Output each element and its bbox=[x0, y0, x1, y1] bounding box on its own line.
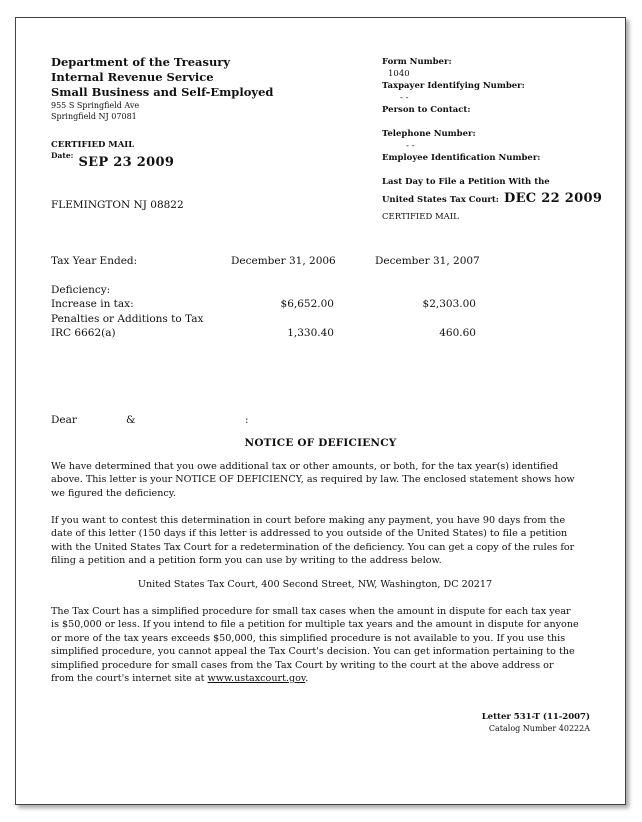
contact-label: Person to Contact: bbox=[382, 105, 471, 115]
last-day-row bbox=[382, 187, 602, 206]
paragraph-end-period: . bbox=[305, 673, 309, 685]
irc-label: IRC 6662(a) bbox=[51, 327, 116, 339]
last-day-value: DEC 22 2009 bbox=[504, 191, 603, 206]
catalog-number: Catalog Number 40222A bbox=[488, 724, 590, 733]
phone-value: - - bbox=[406, 141, 415, 151]
salutation-dear: Dear bbox=[51, 414, 77, 426]
agency-address-line1: 955 S Springfield Ave bbox=[51, 101, 140, 110]
letter-page bbox=[15, 17, 626, 805]
mail-type: CERTIFIED MAIL bbox=[51, 140, 135, 150]
form-number-label: Form Number: bbox=[382, 57, 452, 67]
last-day-label-line1: Last Day to File a Petition With the bbox=[382, 177, 550, 187]
tin-label: Taxpayer Identifying Number: bbox=[382, 81, 525, 91]
letter-date bbox=[51, 151, 174, 170]
salutation-ampersand: & bbox=[126, 414, 136, 426]
last-day-label-line2: United States Tax Court: bbox=[382, 195, 499, 205]
agency-name-line2: Internal Revenue Service bbox=[51, 70, 214, 84]
increase-label: Increase in tax: bbox=[51, 298, 134, 310]
increase-value-2006: $6,652.00 bbox=[280, 298, 334, 310]
ein-label: Employee Identification Number: bbox=[382, 153, 541, 163]
agency-name-line1: Department of the Treasury bbox=[51, 55, 231, 69]
tax-year-col-1: December 31, 2006 bbox=[231, 255, 336, 267]
irc-value-2007: 460.60 bbox=[439, 327, 476, 339]
court-address: United States Tax Court, 400 Second Street, NW, Washington, DC 20217 bbox=[137, 579, 493, 590]
salutation-colon: : bbox=[245, 414, 249, 426]
recipient-city: FLEMINGTON NJ 08822 bbox=[51, 199, 184, 211]
form-number-value: 1040 bbox=[388, 69, 410, 79]
paragraph-simplified-text: The Tax Court has a simplified procedure for small tax cases when the amount in dispute for each tax year is $50,000 or less. If you intend to file a petition for multiple tax years and the amount in dispute for anyone or more of the tax years exceeds $50,000, this simplified procedure is not available to you. If you use this simplified procedure, you cannot appeal the Tax Court's decision. You can get information pertaining to the simplified procedure for small cases from the Tax Court by writing to the court at the above address or from the court's internet site at bbox=[51, 606, 579, 685]
date-value: SEP 23 2009 bbox=[78, 155, 175, 170]
paragraph-determination: We have determined that you owe additional tax or other amounts, or both, for the tax year(s) identified above. This letter is your NOTICE OF DEFICIENCY, as required by law. The enclosed statement shows how we figured the deficiency. bbox=[51, 461, 575, 499]
paragraph-simplified-procedure bbox=[51, 605, 579, 685]
date-label: Date: bbox=[51, 151, 74, 160]
agency-address-line2: Springfield NJ 07081 bbox=[51, 112, 137, 121]
right-mail-type: CERTIFIED MAIL bbox=[382, 212, 459, 222]
increase-value-2007: $2,303.00 bbox=[422, 298, 476, 310]
phone-label: Telephone Number: bbox=[382, 129, 476, 139]
letter-number: Letter 531-T (11-2007) bbox=[481, 712, 590, 722]
agency-name-line3: Small Business and Self-Employed bbox=[51, 85, 274, 99]
paragraph-contest: If you want to contest this determination in court before making any payment, you have 90 days from the date of this letter (150 days if this letter is addressed to you outside of the United States) to file a petition with the United States Tax Court for a redetermination of the deficiency. You can get a copy of the rules for filing a petition and a petition form you can use by writing to the address below. bbox=[51, 515, 575, 567]
tax-court-website-link[interactable]: www.ustaxcourt.gov bbox=[207, 673, 306, 685]
tin-value: - - bbox=[400, 93, 409, 103]
tax-year-col-2: December 31, 2007 bbox=[375, 255, 480, 267]
irc-value-2006: 1,330.40 bbox=[287, 327, 334, 339]
notice-title: NOTICE OF DEFICIENCY bbox=[244, 437, 397, 449]
penalties-label: Penalties or Additions to Tax bbox=[51, 313, 204, 325]
deficiency-label: Deficiency: bbox=[51, 284, 111, 296]
tax-year-label: Tax Year Ended: bbox=[51, 255, 138, 267]
